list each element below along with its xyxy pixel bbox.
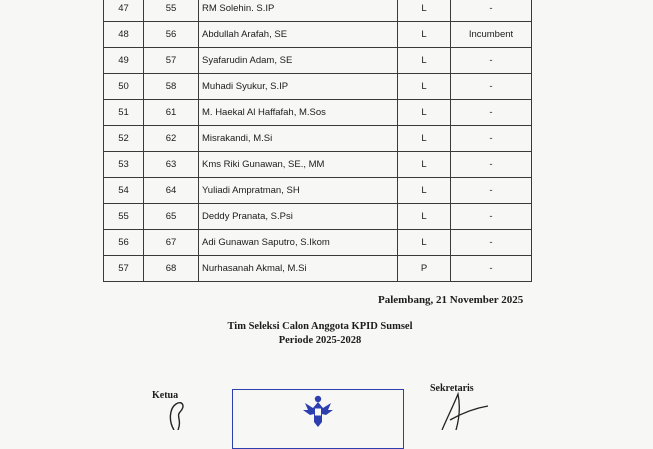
table-row bbox=[104, 126, 532, 152]
candidate-name-cell: Kms Riki Gunawan, SE., MM bbox=[199, 152, 398, 178]
registration-number-cell: 63 bbox=[144, 152, 199, 178]
committee-name: Tim Seleksi Calon Anggota KPID Sumsel bbox=[227, 321, 413, 332]
registration-number-cell: 65 bbox=[144, 204, 199, 230]
gender-cell: L bbox=[398, 126, 451, 152]
place-date: Palembang, 21 November 2025 bbox=[378, 294, 524, 306]
candidate-name-cell: Nurhasanah Akmal, M.Si bbox=[199, 256, 398, 282]
registration-number-cell: 55 bbox=[144, 0, 199, 22]
chair-label: Ketua bbox=[152, 390, 179, 401]
candidate-name-cell: Deddy Pranata, S.Psi bbox=[199, 204, 398, 230]
gender-cell: L bbox=[398, 204, 451, 230]
row-number-cell: 47 bbox=[104, 0, 144, 22]
registration-number-cell: 57 bbox=[144, 48, 199, 74]
row-number-cell: 57 bbox=[104, 256, 144, 282]
row-number-cell: 54 bbox=[104, 178, 144, 204]
candidate-name-cell: Misrakandi, M.Si bbox=[199, 126, 398, 152]
note-cell: - bbox=[451, 204, 532, 230]
note-cell: - bbox=[451, 230, 532, 256]
candidate-name-cell: Muhadi Syukur, S.IP bbox=[199, 74, 398, 100]
note-cell: - bbox=[451, 126, 532, 152]
note-cell: - bbox=[451, 74, 532, 100]
row-number-cell: 50 bbox=[104, 74, 144, 100]
table-row bbox=[104, 48, 532, 74]
registration-number-cell: 61 bbox=[144, 100, 199, 126]
note-cell: - bbox=[451, 256, 532, 282]
table-row bbox=[104, 256, 532, 282]
note-cell: - bbox=[451, 0, 532, 22]
gender-cell: L bbox=[398, 22, 451, 48]
gender-cell: P bbox=[398, 256, 451, 282]
candidate-name-cell: M. Haekal Al Haffafah, M.Sos bbox=[199, 100, 398, 126]
gender-cell: L bbox=[398, 100, 451, 126]
gender-cell: L bbox=[398, 230, 451, 256]
candidate-table bbox=[103, 0, 532, 282]
note-cell: - bbox=[451, 178, 532, 204]
gender-cell: L bbox=[398, 48, 451, 74]
note-cell: - bbox=[451, 152, 532, 178]
table-row bbox=[104, 152, 532, 178]
garuda-emblem-icon bbox=[302, 394, 334, 430]
row-number-cell: 49 bbox=[104, 48, 144, 74]
gender-cell: L bbox=[398, 152, 451, 178]
gender-cell: L bbox=[398, 0, 451, 22]
secretary-label: Sekretaris bbox=[430, 383, 474, 394]
table-row bbox=[104, 74, 532, 100]
candidate-name-cell: RM Solehin. S.IP bbox=[199, 0, 398, 22]
table-row bbox=[104, 204, 532, 230]
chair-signature bbox=[160, 398, 200, 430]
registration-number-cell: 67 bbox=[144, 230, 199, 256]
gender-cell: L bbox=[398, 178, 451, 204]
committee-title bbox=[220, 320, 420, 348]
secretary-signature bbox=[436, 390, 496, 430]
candidate-table-body bbox=[104, 0, 532, 282]
note-cell: - bbox=[451, 48, 532, 74]
candidate-name-cell: Syafarudin Adam, SE bbox=[199, 48, 398, 74]
gender-cell: L bbox=[398, 74, 451, 100]
table-row bbox=[104, 230, 532, 256]
candidate-name-cell: Yuliadi Ampratman, SH bbox=[199, 178, 398, 204]
table-row bbox=[104, 22, 532, 48]
committee-period: Periode 2025-2028 bbox=[278, 335, 362, 346]
candidate-name-cell: Abdullah Arafah, SE bbox=[199, 22, 398, 48]
table-row bbox=[104, 100, 532, 126]
registration-number-cell: 64 bbox=[144, 178, 199, 204]
row-number-cell: 52 bbox=[104, 126, 144, 152]
row-number-cell: 48 bbox=[104, 22, 144, 48]
row-number-cell: 51 bbox=[104, 100, 144, 126]
registration-number-cell: 68 bbox=[144, 256, 199, 282]
row-number-cell: 56 bbox=[104, 230, 144, 256]
table-row bbox=[104, 0, 532, 22]
registration-number-cell: 62 bbox=[144, 126, 199, 152]
note-cell: Incumbent bbox=[451, 22, 532, 48]
row-number-cell: 53 bbox=[104, 152, 144, 178]
registration-number-cell: 58 bbox=[144, 74, 199, 100]
candidate-name-cell: Adi Gunawan Saputro, S.Ikom bbox=[199, 230, 398, 256]
row-number-cell: 55 bbox=[104, 204, 144, 230]
note-cell: - bbox=[451, 100, 532, 126]
registration-number-cell: 56 bbox=[144, 22, 199, 48]
table-row bbox=[104, 178, 532, 204]
